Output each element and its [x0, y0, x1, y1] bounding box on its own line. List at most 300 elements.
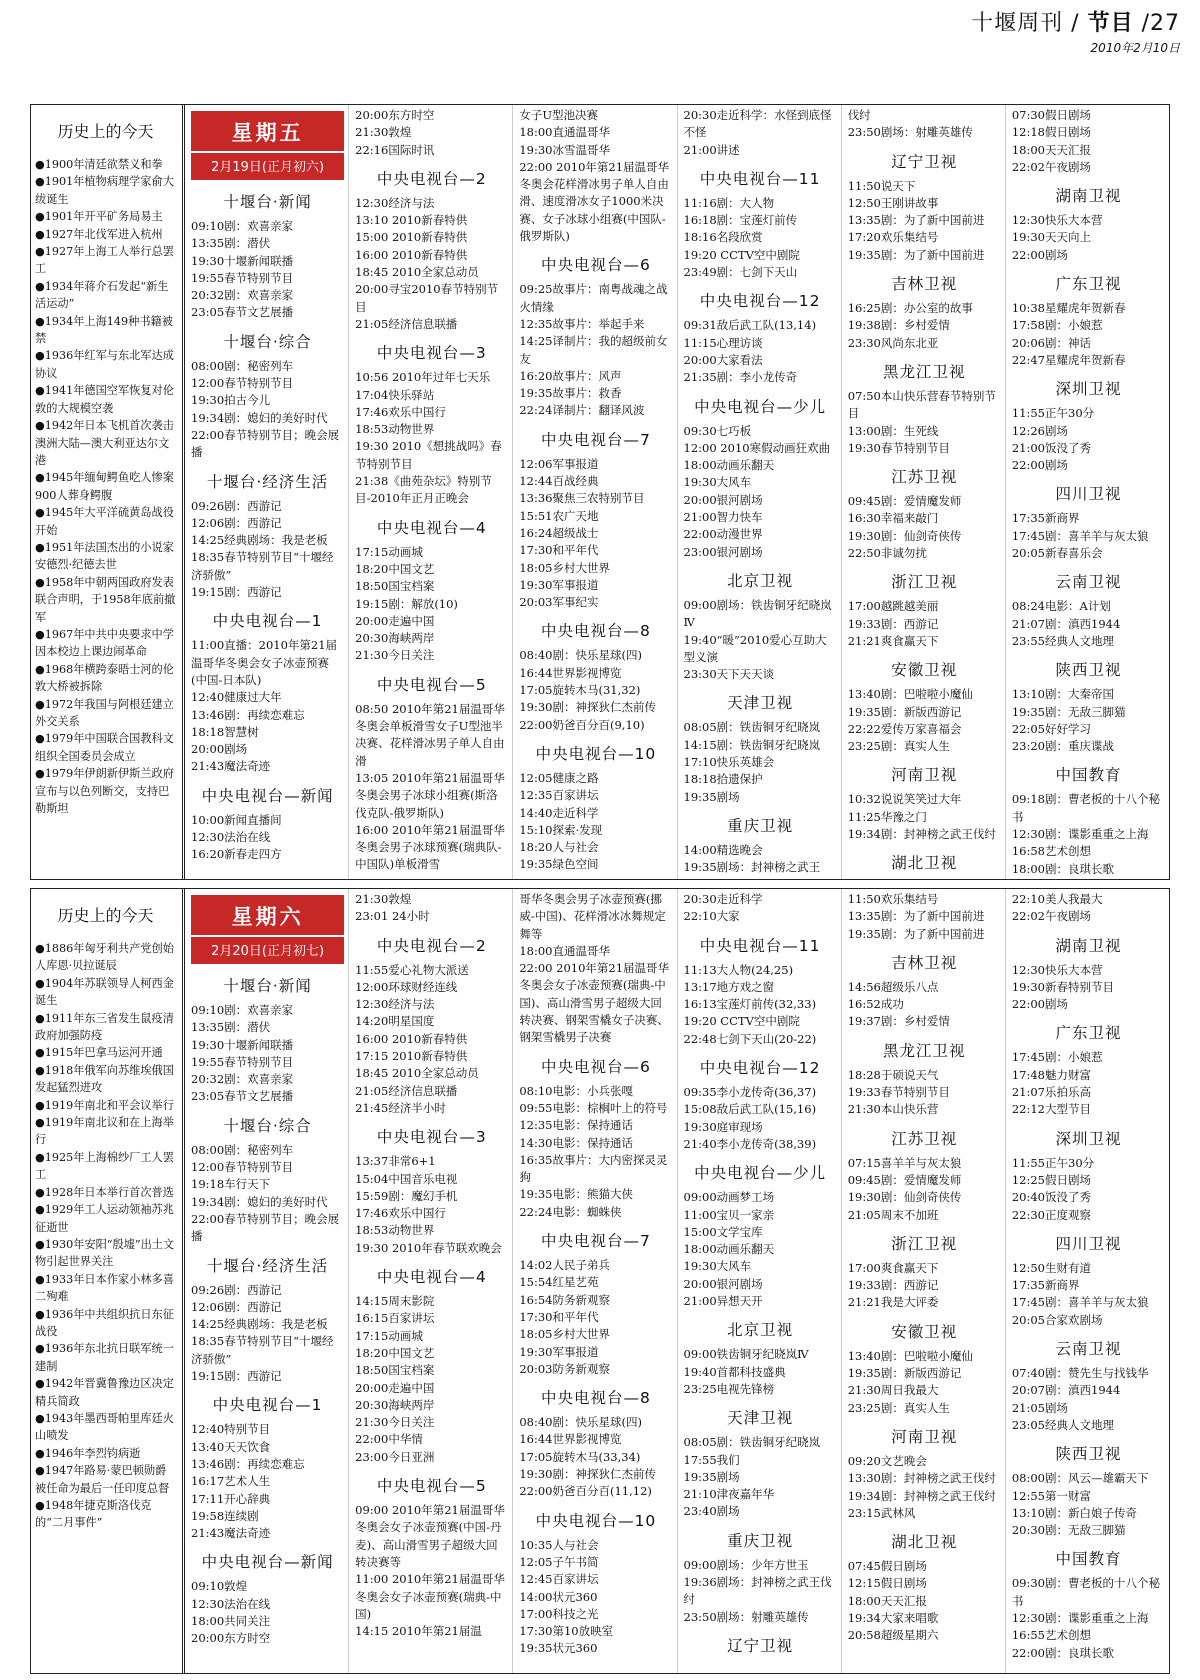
program-item: 18:35春节特别节目“十堰经济骄傲”	[191, 550, 334, 582]
program-item: 19:35剧场	[683, 1469, 740, 1484]
program-item: 14:25经典剧场：我是老板	[191, 1317, 328, 1332]
channel-name: 四川卫视	[1055, 485, 1122, 504]
program-item: 22:00剧：良琪长歌	[1011, 1645, 1114, 1660]
program-item: 21:40李小龙传奇(38,39)	[683, 1136, 817, 1151]
program-item: 23:05春节文艺展播	[191, 305, 294, 320]
program-item: 哥华冬奥会男子冰壶预赛(挪威-中国)、花样滑冰冰舞规定舞等	[519, 892, 666, 941]
program-item: 20:32剧：欢喜亲家	[191, 1072, 294, 1087]
channel-name: 天津卫视	[727, 1409, 794, 1428]
program-item: 21:05周末不加班	[847, 1207, 939, 1222]
program-item: 14:00精选晚会	[683, 842, 763, 857]
channel-name: 中央电视台—7	[540, 430, 651, 449]
program-item: 14:20明星国度	[355, 1014, 435, 1029]
program-item: 19:30 2010《想挑战吗》春节特别节目	[355, 439, 502, 471]
program-item: 19:15剧：西游记	[191, 585, 282, 600]
channel-name: 中央电视台—2	[376, 936, 487, 955]
program-item: 21:30敦煌	[355, 892, 412, 906]
program-item: 18:50国宝档案	[355, 1363, 435, 1378]
schedule-column	[348, 105, 512, 879]
program-item: 11:25华豫之门	[847, 809, 927, 824]
schedule-column	[185, 105, 348, 879]
program-item: 21:45经济半小时	[355, 1100, 446, 1115]
program-item: 11:00直播：2010年第21届温哥华冬奥会女子冰壶预赛(中国-日本队)	[191, 638, 338, 687]
schedule-column	[677, 105, 841, 879]
program-item: 08:00剧：秘密列车	[191, 1142, 294, 1157]
program-item: 12:00 2010寒假动画狂欢曲	[683, 440, 831, 455]
program-item: 19:30庭审现场	[683, 1119, 763, 1134]
program-item: 23:05春节文艺展播	[191, 1089, 294, 1104]
program-item: 17:15 2010新春特供	[355, 1049, 468, 1064]
program-item: 19:35剧场	[683, 789, 740, 804]
program-item: 15:10探索·发现	[519, 822, 603, 837]
channel-name: 陕西卫视	[1055, 1445, 1122, 1464]
program-item: 19:30剧：神探狄仁杰前传	[519, 700, 656, 715]
program-item: 07:50本山快乐营春节特别节目	[847, 388, 996, 421]
program-item: 17:35新商界	[1011, 511, 1080, 526]
program-item: 09:55电影：棕榈叶上的符号	[519, 1100, 668, 1115]
program-item: 20:00银河剧场	[683, 1276, 763, 1291]
program-item: 21:30敦煌	[355, 125, 412, 140]
history-item: ●1901年开平矿务局易主	[35, 210, 163, 224]
program-item: 16:18剧：宝莲灯前传	[683, 213, 798, 228]
program-item: 11:13大人物(24,25)	[683, 962, 794, 977]
program-item: 21:00异想天开	[683, 1294, 763, 1309]
program-item: 20:06剧：神话	[1011, 335, 1091, 350]
program-item: 20:03防务新观察	[519, 1361, 610, 1376]
program-item: 13:10 2010新春特供	[355, 213, 468, 228]
program-item: 23:49剧：七剑下天山	[683, 265, 798, 280]
program-item: 11:50欢乐集结号	[847, 892, 939, 906]
program-item: 17:45剧：喜羊羊与灰太狼	[1011, 528, 1149, 543]
program-item: 23:05经典人文地理	[1011, 1417, 1114, 1432]
program-item: 17:11开心辞典	[191, 1491, 271, 1506]
program-item: 17:58剧：小娘惹	[1011, 318, 1103, 333]
schedule-columns	[185, 889, 1169, 1673]
program-item: 17:00越跳越美丽	[847, 599, 939, 614]
channel-name: 中央电视台—5	[376, 675, 487, 694]
program-item: 07:40剧：赞先生与找钱华	[1011, 1366, 1149, 1381]
program-item: 17:45剧：小娘惹	[1011, 1050, 1103, 1065]
channel-name: 中央电视台—8	[540, 1389, 651, 1408]
program-item: 18:00剧：良琪长歌	[1011, 861, 1114, 876]
program-item: 17:05旋转木马(33,34)	[519, 1449, 641, 1464]
program-item: 13:46剧：再续恋难忘	[191, 707, 305, 722]
channel-name: 中央电视台—7	[540, 1232, 651, 1251]
history-item: ●1936年东北抗日联军统一建制	[35, 1342, 174, 1373]
program-item: 12:30快乐大本营	[1011, 213, 1103, 228]
channel-name: 十堰台·综合	[223, 332, 312, 351]
history-item: ●1904年苏联领导人柯西金诞生	[35, 976, 174, 1008]
schedule-column	[512, 889, 676, 1673]
program-item: 12:06剧：西游记	[191, 1299, 282, 1314]
program-item: 09:00剧场：少年方世玉	[683, 1557, 809, 1572]
program-item: 13:10剧：大秦帝国	[1011, 687, 1114, 702]
program-item: 22:16国际时讯	[355, 142, 435, 157]
channel-name: 吉林卫视	[891, 953, 958, 972]
history-title: 历史上的今天	[57, 906, 154, 925]
program-item: 23:20剧：重庆谍战	[1011, 739, 1114, 754]
program-item: 12:15假日剧场	[847, 1576, 927, 1591]
channel-name: 深圳卫视	[1055, 1129, 1122, 1148]
program-item: 20:30海峡两岸	[355, 1397, 435, 1412]
schedule-column	[841, 889, 1005, 1673]
program-item: 22:02午夜剧场	[1011, 159, 1091, 174]
channel-name: 广东卫视	[1055, 275, 1122, 294]
program-item: 22:00动漫世界	[683, 527, 763, 542]
program-item: 20:00寻宝2010春节特别节目	[355, 282, 499, 314]
program-item: 16:17艺术人生	[191, 1474, 271, 1489]
program-item: 16:00 2010年第21届温哥华冬奥会男子冰球预赛(瑞典队-中国队)单板滑雪	[355, 822, 505, 872]
history-item: ●1918年俄军向苏维埃俄国发起猛烈进攻	[35, 1063, 174, 1095]
program-item: 11:55正午30分	[1011, 1155, 1095, 1170]
channel-name: 十堰台·新闻	[223, 977, 312, 995]
program-item: 18:05乡村大世界	[519, 560, 610, 575]
program-item: 20:00东方时空	[191, 1631, 271, 1646]
channel-name: 中央电视台—11	[699, 169, 821, 188]
program-item: 09:20文艺晚会	[847, 1453, 927, 1468]
channel-name: 江苏卫视	[891, 1129, 958, 1148]
program-item: 22:30正度观察	[1011, 1207, 1091, 1222]
program-item: 20:00走遍中国	[355, 613, 435, 628]
channel-name: 湖南卫视	[1055, 187, 1122, 206]
channel-name: 云南卫视	[1055, 573, 1122, 592]
program-item: 22:24译制片：翻译风波	[519, 403, 645, 418]
program-item: 10:00新闻直播间	[191, 812, 282, 827]
program-item: 23:50剧场：射雕英雄传	[847, 125, 973, 140]
program-item: 18:53动物世界	[355, 1223, 435, 1238]
program-item: 09:10剧：欢喜亲家	[191, 1003, 294, 1017]
history-item: ●1943年墨西哥帕里库廷火山喷发	[35, 1411, 174, 1443]
program-item: 12:35故事片：举起手来	[519, 316, 645, 331]
program-item: 12:00春节特别节目	[191, 1160, 294, 1175]
program-item: 13:35剧：为了新中国前进	[847, 213, 985, 228]
program-item: 08:40剧：快乐星球(四)	[519, 648, 642, 663]
program-item: 08:00剧：风云—雄霸天下	[1011, 1471, 1149, 1486]
program-item: 11:15心理访谈	[683, 335, 763, 350]
program-item: 23:55经典人文地理	[1011, 633, 1114, 648]
history-item: ●1946年李烈钧病逝	[35, 1446, 141, 1460]
program-item: 21:00饭没了秀	[1011, 440, 1091, 455]
program-item: 18:28于硕说天气	[847, 1067, 939, 1082]
program-item: 12:30剧：谍影重重之上海	[1011, 1611, 1149, 1626]
program-item: 23:40剧场	[683, 1504, 740, 1519]
schedule-column	[1005, 105, 1169, 879]
program-item: 21:07剧：滇西1944	[1011, 616, 1121, 631]
schedule-column	[677, 889, 841, 1673]
channel-name: 中央电视台—5	[376, 1477, 487, 1496]
schedule-column	[185, 889, 348, 1673]
program-item: 23:01 24小时	[355, 909, 430, 924]
program-item: 22:00 2010年第21届温哥华冬奥会花样滑冰男子单人自由滑、速度滑冰女子1000米决赛、女子冰球小组赛(中国队-俄罗斯队)	[519, 159, 670, 244]
day-date: 2月20日(正月初七)	[191, 935, 344, 964]
program-item: 20:40饭没了秀	[1011, 1190, 1091, 1205]
history-item: ●1927年上海工人举行总罢工	[35, 245, 174, 276]
program-item: 17:30第10放映室	[519, 1624, 614, 1639]
program-item: 19:35电影：熊猫大侠	[519, 1187, 633, 1202]
channel-name: 中央电视台—4	[376, 1268, 487, 1287]
program-item: 13:37非常6+1	[355, 1154, 436, 1169]
program-item: 19:18车行天下	[191, 1177, 271, 1192]
program-item: 16:13宝莲灯前传(32,33)	[683, 997, 817, 1012]
weekday: 星期六	[231, 905, 304, 929]
program-item: 21:35剧：李小龙传奇	[683, 370, 798, 385]
program-item: 15:54红星艺苑	[519, 1275, 599, 1290]
program-item: 09:45剧：爱情魔发师	[847, 1172, 962, 1187]
program-item: 21:10津夜嘉年华	[683, 1487, 775, 1502]
program-item: 11:00 2010年第21届温哥华冬奥会女子冰壶预赛(瑞典-中国)	[355, 1572, 505, 1621]
channel-name: 中央电视台—12	[699, 292, 821, 311]
channel-name: 吉林卫视	[891, 275, 958, 294]
program-item: 09:00铁齿铜牙纪晓岚Ⅳ	[683, 1347, 809, 1362]
channel-name: 中央电视台—3	[376, 1128, 487, 1147]
program-item: 14:02人民子弟兵	[519, 1258, 610, 1273]
history-item: ●1929年工人运动领袖苏兆征逝世	[35, 1203, 174, 1234]
history-item: ●1934年蒋介石发起“新生活运动”	[35, 279, 169, 311]
channel-name: 中央电视台—少儿	[694, 397, 827, 416]
program-item: 17:46欢乐中国行	[355, 404, 446, 419]
program-item: 16:44世界影视博览	[519, 1432, 622, 1447]
program-item: 08:05剧：铁齿铜牙纪晓岚	[683, 720, 821, 735]
program-item: 22:00奶爸百分百(11,12)	[519, 1484, 652, 1499]
history-item: ●1972年我国与阿根廷建立外交关系	[35, 697, 174, 728]
program-item: 14:25经典剧场：我是老板	[191, 533, 328, 548]
day-header	[191, 895, 344, 964]
history-item: ●1948年捷克斯洛伐克的“二月事件”	[35, 1499, 152, 1530]
program-item: 17:15动画城	[355, 544, 423, 559]
program-item: 12:06剧：西游记	[191, 515, 282, 530]
history-item: ●1936年中共组织抗日东征战役	[35, 1307, 174, 1338]
program-item: 18:53动物世界	[355, 422, 435, 437]
program-item: 17:30和平年代	[519, 543, 599, 558]
history-item: ●1945年缅甸鳄鱼吃人惨案900人葬身鳄腹	[35, 471, 174, 502]
channel-name: 中央电视台—12	[699, 1059, 821, 1078]
program-item: 18:45 2010全家总动员	[355, 1066, 479, 1081]
program-item: 22:02午夜剧场	[1011, 909, 1091, 924]
history-item: ●1925年上海棉纱厂工人罢工	[35, 1150, 174, 1182]
channel-name: 中央电视台—8	[540, 622, 651, 641]
program-item: 19:33剧：西游记	[847, 616, 939, 631]
program-item: 19:34剧：封神榜之武王伐纣	[847, 1488, 996, 1503]
day-header	[191, 111, 344, 180]
program-item: 19:15剧：西游记	[191, 1369, 282, 1384]
program-item: 12:05健康之路	[519, 770, 599, 785]
channel-name: 中央电视台—4	[376, 518, 487, 537]
program-item: 12:30法治在线	[191, 1596, 271, 1611]
history-item: ●1979年伊朗新伊斯兰政府宣布与以色列断交，支持巴勒斯坦	[35, 767, 174, 816]
channel-name: 中央电视台—10	[535, 744, 657, 763]
program-item: 21:05经济信息联播	[355, 1083, 458, 1098]
program-item: 19:55春节特别节目	[191, 270, 294, 285]
program-item: 19:30春节特别节目	[847, 440, 950, 455]
program-item: 19:15剧：解放(10)	[355, 596, 458, 611]
program-item: 19:35剧：新版西游记	[847, 1366, 962, 1381]
channel-name: 十堰台·新闻	[223, 193, 312, 211]
program-item: 17:00爽食赢天下	[847, 1260, 939, 1275]
program-item: 14:15 2010年第21届温	[355, 1624, 482, 1639]
channel-name: 中央电视台—6	[540, 256, 651, 275]
program-item: 19:40首都科技盛典	[683, 1364, 786, 1379]
channel-name: 天津卫视	[727, 694, 794, 713]
channel-name: 重庆卫视	[727, 1531, 794, 1550]
channel-name: 北京卫视	[727, 571, 794, 590]
channel-name: 深圳卫视	[1055, 380, 1122, 399]
program-item: 16:58艺术创想	[1011, 844, 1091, 859]
channel-name: 浙江卫视	[891, 1234, 958, 1253]
program-item: 19:30军事报道	[519, 577, 599, 592]
section-saturday	[30, 888, 1170, 1674]
program-item: 19:30军事报道	[519, 1344, 599, 1359]
program-item: 19:40“暖”2010爱心互助大型义演	[683, 632, 827, 664]
program-item: 13:40天天饮食	[191, 1439, 271, 1454]
program-item: 10:32说说笑笑过大年	[847, 792, 962, 807]
channel-name: 北京卫视	[727, 1321, 794, 1340]
program-item: 12:44百战经典	[519, 474, 599, 489]
program-item: 19:30剧：仙剑奇侠传	[847, 528, 962, 543]
program-item: 21:30今日关注	[355, 1415, 435, 1430]
program-item: 21:30今日关注	[355, 648, 435, 663]
program-item: 23:00银河剧场	[683, 544, 763, 559]
program-item: 19:33春节特别节目	[847, 1085, 950, 1100]
program-item: 21:07乐拍乐高	[1011, 1085, 1091, 1100]
channel-name: 湖北卫视	[891, 1533, 958, 1552]
channel-name: 四川卫视	[1055, 1234, 1122, 1253]
program-item: 12:50生财有道	[1011, 1260, 1091, 1275]
channel-name: 中国教育	[1055, 1550, 1122, 1569]
day-date: 2月19日(正月初六)	[191, 151, 344, 180]
program-item: 19:34大家来唱歌	[847, 1611, 939, 1626]
program-item: 17:30和平年代	[519, 1309, 599, 1324]
program-item: 13:05 2010年第21届温哥华冬奥会男子冰球小组赛(斯洛伐克队-俄罗斯队)	[355, 770, 505, 820]
program-item: 13:40剧：巴啦啦小魔仙	[847, 1348, 973, 1363]
history-item: ●1928年日本举行首次普选	[35, 1185, 174, 1199]
program-item: 17:00科技之光	[519, 1606, 599, 1621]
channel-name: 安徽卫视	[891, 661, 958, 680]
channel-name: 黑龙江卫视	[883, 362, 966, 381]
program-item: 08:10电影：小兵张嘎	[519, 1083, 633, 1098]
program-item: 20:00东方时空	[355, 108, 435, 122]
program-item: 23:50剧场：射雕英雄传	[683, 1609, 809, 1624]
program-item: 16:25剧：办公室的故事	[847, 301, 973, 316]
program-item: 18:00动画乐翻天	[683, 1242, 775, 1257]
program-item: 22:12大型节目	[1011, 1102, 1091, 1117]
channel-name: 河南卫视	[891, 766, 958, 785]
program-item: 20:05新春喜乐会	[1011, 546, 1103, 561]
program-item: 11:50说天下	[847, 178, 916, 193]
channel-name: 江苏卫视	[891, 468, 958, 487]
program-item: 15:04中国音乐电视	[355, 1171, 458, 1186]
program-item: 09:26剧：西游记	[191, 498, 282, 513]
masthead-date: 2010年2月10日	[1090, 41, 1180, 55]
program-item: 18:20中国文艺	[355, 561, 435, 576]
history-item: ●1911年东三省发生鼠疫清政府加强防疫	[35, 1011, 174, 1043]
history-item: ●1968年横跨泰晤士河的伦敦大桥被拆除	[35, 662, 174, 694]
program-item: 23:30风尚东北亚	[847, 335, 939, 350]
program-item: 22:10美人我最大	[1011, 892, 1103, 906]
history-item: ●1945年大平洋硫黄岛战役开始	[35, 506, 174, 537]
program-item: 21:00讲述	[683, 142, 740, 157]
program-item: 19:30天天向上	[1011, 230, 1091, 245]
program-item: 08:50 2010年第21届温哥华冬奥会单板滑雪女子U型池半决赛、花样滑冰男子单人自由滑	[355, 701, 505, 768]
program-item: 19:33剧：西游记	[847, 1278, 939, 1293]
channel-name: 浙江卫视	[891, 573, 958, 592]
program-item: 20:05合家欢剧场	[1011, 1312, 1103, 1327]
channel-name: 广东卫视	[1055, 1024, 1122, 1043]
program-item: 14:56超级乐八点	[847, 979, 939, 994]
program-item: 13:46剧：再续恋难忘	[191, 1456, 305, 1471]
schedule-column	[348, 889, 512, 1673]
channel-name: 黑龙江卫视	[883, 1041, 966, 1060]
program-item: 22:00剧场	[1011, 458, 1069, 473]
schedule-column	[1005, 889, 1169, 1673]
program-item: 18:18拾遗保护	[683, 772, 763, 787]
program-item: 23:00今日亚洲	[355, 1449, 435, 1464]
program-item: 19:34剧：媳妇的美好时代	[191, 410, 328, 425]
program-item: 12:30经济与法	[355, 997, 435, 1012]
channel-name: 中央电视台—1	[212, 612, 323, 631]
program-item: 17:15动画城	[355, 1328, 423, 1343]
channel-name: 十堰台·经济生活	[206, 1256, 329, 1275]
program-item: 18:00直通温哥华	[519, 943, 610, 958]
program-item: 15:00 2010新春特供	[355, 230, 468, 245]
program-item: 08:40剧：快乐星球(四)	[519, 1415, 642, 1430]
program-item: 16:15百家讲坛	[355, 1311, 435, 1326]
program-item: 22:00春节特别节目；晚会展播	[191, 1211, 340, 1244]
program-item: 19:35剧：为了新中国前进	[847, 926, 985, 941]
program-item: 12:35百家讲坛	[519, 788, 599, 803]
section-friday	[30, 104, 1170, 880]
program-item: 22:00 2010年第21届温哥华冬奥会女子冰壶预赛(瑞典-中国)、高山滑雪男子超级大回转决赛、钢架雪橇女子决赛、钢架雪橇男子决赛	[519, 961, 670, 1045]
program-item: 22:50非诚勿扰	[847, 546, 927, 561]
program-item: 19:30新春特别节目	[1011, 979, 1114, 994]
program-item: 15:59剧：魔幻手机	[355, 1188, 458, 1203]
program-item: 21:05剧场	[1011, 1400, 1069, 1415]
history-column	[31, 105, 185, 879]
program-item: 09:30剧：曹老板的十八个秘书	[1011, 1576, 1160, 1608]
program-item: 08:24电影：A计划	[1011, 599, 1111, 614]
program-item: 16:52成功	[847, 997, 904, 1012]
program-item: 20:00剧场	[191, 742, 248, 757]
program-item: 17:10快乐英雄会	[683, 755, 775, 770]
channel-name: 中央电视台—新闻	[201, 786, 334, 805]
program-item: 07:15喜羊羊与灰太狼	[847, 1155, 962, 1170]
channel-name: 中国教育	[1055, 766, 1122, 785]
program-item: 12:35电影：保持通话	[519, 1118, 633, 1133]
masthead-title: 十堰周刊 / 节目 /27	[971, 11, 1180, 36]
channel-name: 中央电视台—1	[212, 1396, 323, 1415]
program-item: 20:30走近科学	[683, 892, 763, 906]
program-item: 19:34剧：媳妇的美好时代	[191, 1194, 328, 1209]
program-item: 13:40剧：巴啦啦小魔仙	[847, 687, 973, 702]
program-item: 12:30剧：谍影重重之上海	[1011, 827, 1149, 842]
program-item: 17:46欢乐中国行	[355, 1206, 446, 1221]
program-item: 19:30十堰新闻联播	[191, 1037, 294, 1052]
history-item: ●1900年清廷欲禁义和拳	[35, 158, 163, 171]
program-item: 20:07剧：滇西1944	[1011, 1383, 1121, 1398]
program-item: 09:18剧：曹老板的十八个秘书	[1011, 792, 1160, 824]
program-item: 18:20中国文艺	[355, 1345, 435, 1360]
program-item: 20:58超级星期六	[847, 1628, 939, 1643]
program-item: 13:35剧：潜伏	[191, 236, 271, 251]
program-item: 19:55春节特别节目	[191, 1054, 294, 1069]
history-title: 历史上的今天	[57, 122, 154, 141]
history-item: ●1979年中国联合国教科文组织全国委员会成立	[35, 732, 174, 763]
history-item: ●1941年德国空军恢复对伦敦的大规模空袭	[35, 384, 174, 415]
program-item: 12:30法治在线	[191, 830, 271, 845]
history-item: ●1967年中共中央要求中学因本校边上课边闹革命	[35, 627, 174, 659]
schedule-column	[512, 105, 676, 879]
program-item: 23:25剧：真实人生	[847, 739, 950, 754]
program-item: 19:30 2010年春节联欢晚会	[355, 1240, 502, 1255]
